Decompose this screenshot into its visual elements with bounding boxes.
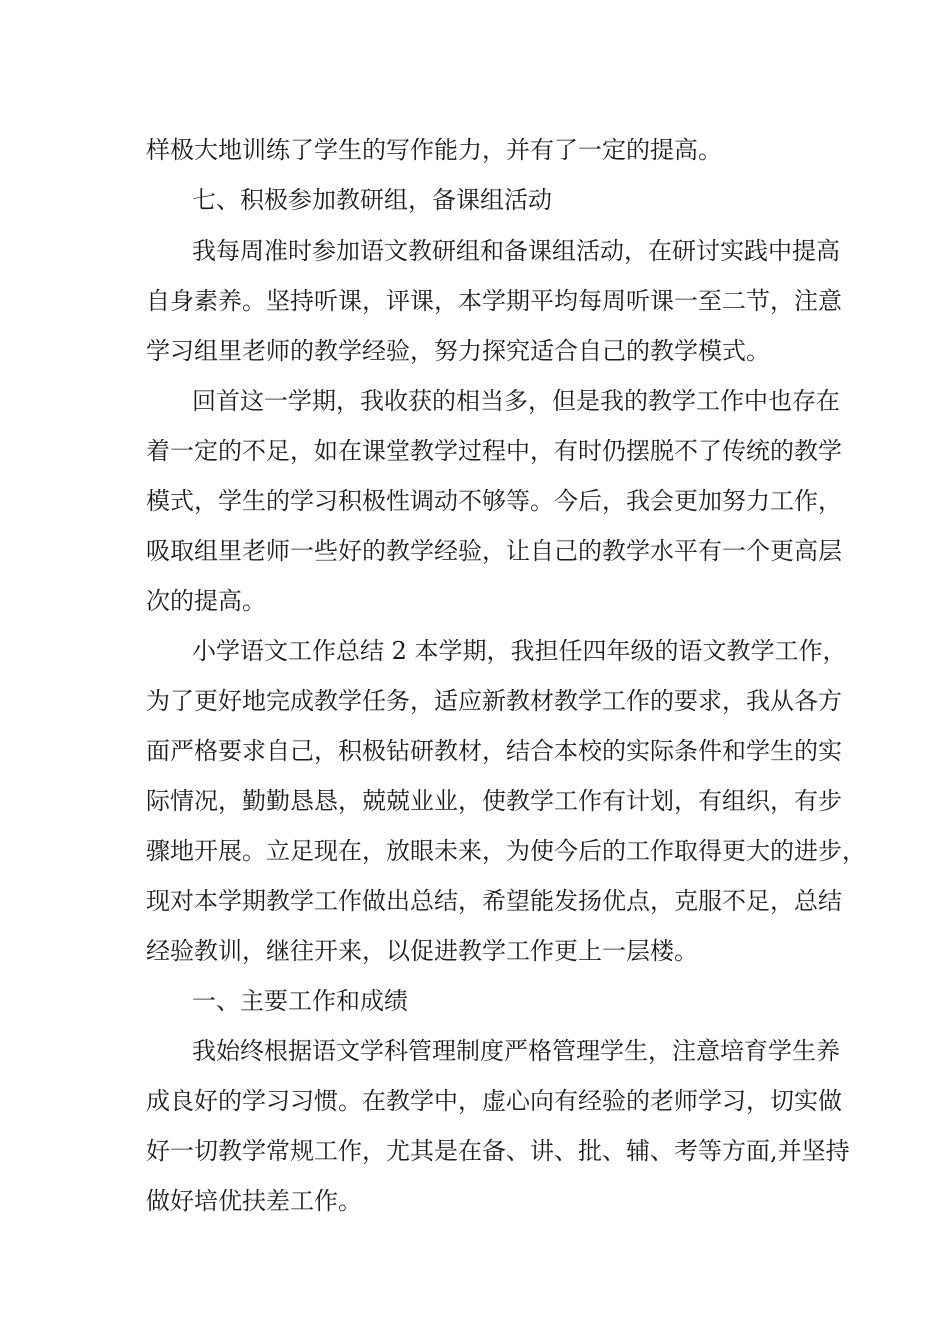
text-line: 我每周准时参加语文教研组和备课组活动，在研讨实践中提高	[192, 237, 840, 265]
text-line: 骤地开展。立足现在，放眼未来，为使今后的工作取得更大的进步，	[146, 837, 866, 865]
text-line: 面严格要求自己，积极钻研教材，结合本校的实际条件和学生的实	[146, 737, 842, 765]
text-line: 样极大地训练了学生的写作能力，并有了一定的提高。	[146, 136, 722, 164]
text-line: 好一切教学常规工作，尤其是在备、讲、批、辅、考等方面,并坚持	[146, 1137, 850, 1165]
text-line: 我始终根据语文学科管理制度严格管理学生，注意培育学生养	[192, 1037, 840, 1065]
text-line: 吸取组里老师一些好的教学经验，让自己的教学水平有一个更高层	[146, 537, 842, 565]
text-line: 际情况，勤勤恳恳，兢兢业业，使教学工作有计划，有组织，有步	[146, 787, 842, 815]
section-heading: 七、积极参加教研组，备课组活动	[192, 186, 552, 214]
text-line: 成良好的学习习惯。在教学中，虚心向有经验的老师学习，切实做	[146, 1087, 842, 1115]
text-line: 自身素养。坚持听课，评课，本学期平均每周听课一至二节，注意	[146, 287, 842, 315]
text-line: 为了更好地完成教学任务，适应新教材教学工作的要求，我从各方	[146, 687, 842, 715]
text-line: 着一定的不足，如在课堂教学过程中，有时仍摆脱不了传统的教学	[146, 437, 842, 465]
text-line: 经验教训，继往开来，以促进教学工作更上一层楼。	[146, 937, 698, 965]
text-line: 回首这一学期，我收获的相当多，但是我的教学工作中也存在	[192, 387, 840, 415]
text-line: 做好培优扶差工作。	[146, 1187, 362, 1215]
text-line: 学习组里老师的教学经验，努力探究适合自己的教学模式。	[146, 337, 770, 365]
text-line: 模式，学生的学习积极性调动不够等。今后，我会更加努力工作，	[146, 487, 842, 515]
text-line: 现对本学期教学工作做出总结，希望能发扬优点，克服不足，总结	[146, 887, 842, 915]
text-line: 小学语文工作总结 2 本学期，我担任四年级的语文教学工作，	[192, 637, 847, 665]
section-heading: 一、主要工作和成绩	[192, 987, 408, 1015]
text-line: 次的提高。	[146, 587, 266, 615]
